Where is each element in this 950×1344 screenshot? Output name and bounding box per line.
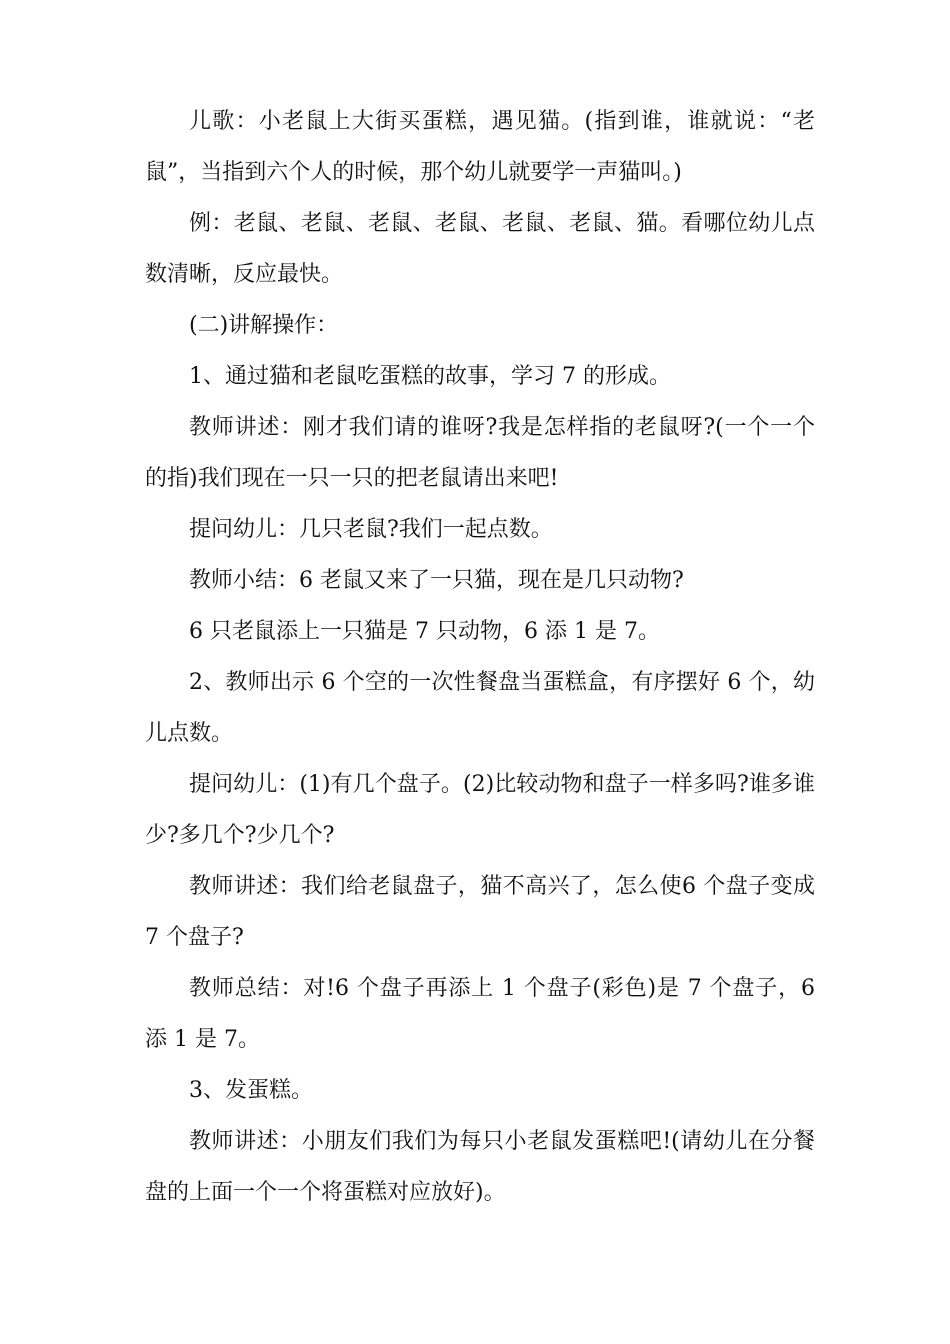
- document-body: [145, 96, 822, 1218]
- paragraph-teacher-narration-3: 教师讲述：小朋友们我们为每只小老鼠发蛋糕吧!(请幼儿在分餐盘的上面一个一个将蛋糕对应放好)。: [145, 1129, 815, 1205]
- paragraph-example: 例：老鼠、老鼠、老鼠、老鼠、老鼠、老鼠、猫。看哪位幼儿点数清晰，反应最快。: [145, 211, 815, 287]
- paragraph-teacher-summary-1: 教师小结：6 老鼠又来了一只猫，现在是几只动物?: [189, 568, 684, 593]
- paragraph-question-1: 提问幼儿：几只老鼠?我们一起点数。: [189, 517, 553, 542]
- paragraph-teacher-summary-2: 教师总结：对!6 个盘子再添上 1 个盘子(彩色)是 7 个盘子，6 添 1 是 7。: [145, 976, 822, 1052]
- section-heading-operation: (二)讲解操作：: [189, 313, 339, 338]
- paragraph-question-2: 提问幼儿：(1)有几个盘子。(2)比较动物和盘子一样多吗?谁多谁少?多几个?少几个?: [145, 772, 815, 848]
- paragraph-nursery-rhyme: 儿歌：小老鼠上大街买蛋糕，遇见猫。(指到谁，谁就说：“老鼠”，当指到六个人的时候，那个幼儿就要学一声猫叫。): [145, 109, 815, 185]
- paragraph-step-1: 1、通过猫和老鼠吃蛋糕的故事，学习 7 的形成。: [189, 364, 671, 389]
- paragraph-conclusion-1: 6 只老鼠添上一只猫是 7 只动物，6 添 1 是 7。: [189, 619, 660, 644]
- paragraph-teacher-narration-2: 教师讲述：我们给老鼠盘子，猫不高兴了，怎么使6 个盘子变成 7 个盘子?: [145, 874, 822, 950]
- paragraph-teacher-narration-1: 教师讲述：刚才我们请的谁呀?我是怎样指的老鼠呀?(一个一个的指)我们现在一只一只的把老鼠请出来吧!: [145, 415, 815, 491]
- paragraph-step-3: 3、发蛋糕。: [189, 1078, 313, 1103]
- paragraph-step-2: 2、教师出示 6 个空的一次性餐盘当蛋糕盒，有序摆好 6 个，幼儿点数。: [145, 670, 815, 746]
